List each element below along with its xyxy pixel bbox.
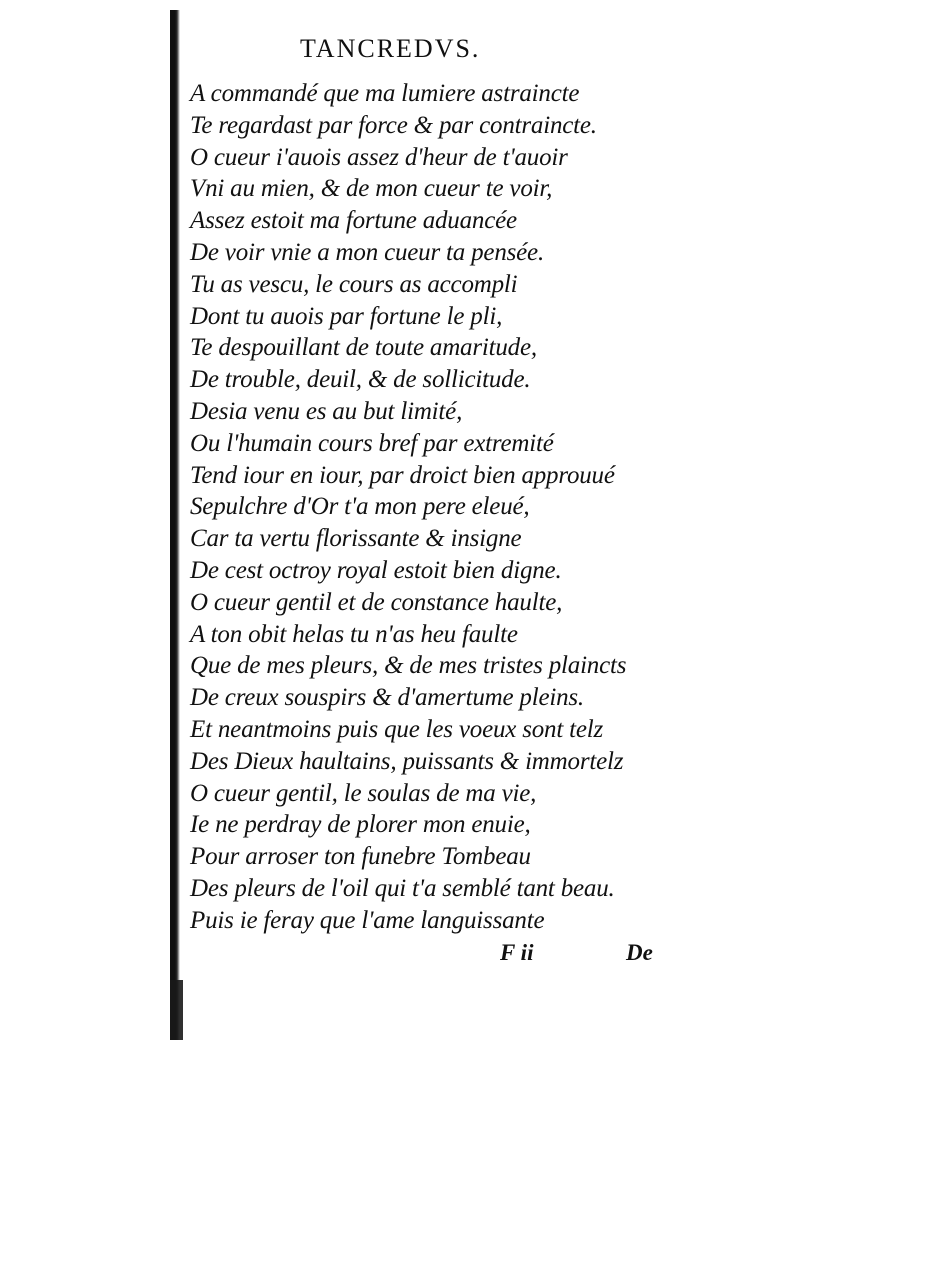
poem-line: O cueur i'auois assez d'heur de t'auoir <box>190 143 568 171</box>
poem-line: De cest octroy royal estoit bien digne. <box>190 556 562 584</box>
poem-line: De voir vnie a mon cueur ta pensée. <box>190 238 544 266</box>
poem-text <box>190 78 710 937</box>
poem-line: Que de mes pleurs, & de mes tristes plaincts <box>190 652 627 680</box>
poem-line: Et neantmoins puis que les voeux sont telz <box>190 715 604 743</box>
poem-line: Assez estoit ma fortune aduancée <box>190 207 517 235</box>
poem-line: Des Dieux haultains, puissants & immortelz <box>190 747 624 775</box>
poem-line: A commandé que ma lumiere astraincte <box>190 80 580 107</box>
poem-line: Des pleurs de l'oil qui t'a semblé tant beau. <box>190 874 615 902</box>
poem-line: Vni au mien, & de mon cueur te voir, <box>190 175 553 203</box>
poem-line: O cueur gentil, le soulas de ma vie, <box>190 779 537 807</box>
poem-line: O cueur gentil et de constance haulte, <box>190 588 563 616</box>
poem-line: De creux souspirs & d'amertume pleins. <box>190 684 584 712</box>
poem-line: Ou l'humain cours bref par extremité <box>190 429 554 457</box>
page-footer <box>0 936 946 972</box>
poem-line: Te despouillant de toute amaritude, <box>190 334 537 362</box>
poem-line: Puis ie feray que l'ame languissante <box>190 906 545 934</box>
catchword: De <box>626 940 653 965</box>
poem-line: Dont tu auois par fortune le pli, <box>190 302 503 330</box>
poem-line: Car ta vertu florissante & insigne <box>190 525 522 553</box>
poem-line: De trouble, deuil, & de sollicitude. <box>190 366 531 394</box>
signature-mark: F ii <box>500 940 534 965</box>
page-gutter-shadow <box>170 10 180 1040</box>
running-head: TANCREDVS. <box>300 34 481 63</box>
poem-line: Sepulchre d'Or t'a mon pere eleué, <box>190 493 530 521</box>
poem-line: Tend iour en iour, par droict bien approuué <box>190 461 615 489</box>
poem-line: Desia venu es au but limité, <box>190 397 463 425</box>
poem-line: Pour arroser ton funebre Tombeau <box>190 843 531 871</box>
poem-line: Te regardast par force & par contraincte. <box>190 111 597 139</box>
poem-line: A ton obit helas tu n'as heu faulte <box>190 620 518 648</box>
poem-line: Tu as vescu, le cours as accompli <box>190 270 518 298</box>
poem-line: Ie ne perdray de plorer mon enuie, <box>190 811 531 839</box>
